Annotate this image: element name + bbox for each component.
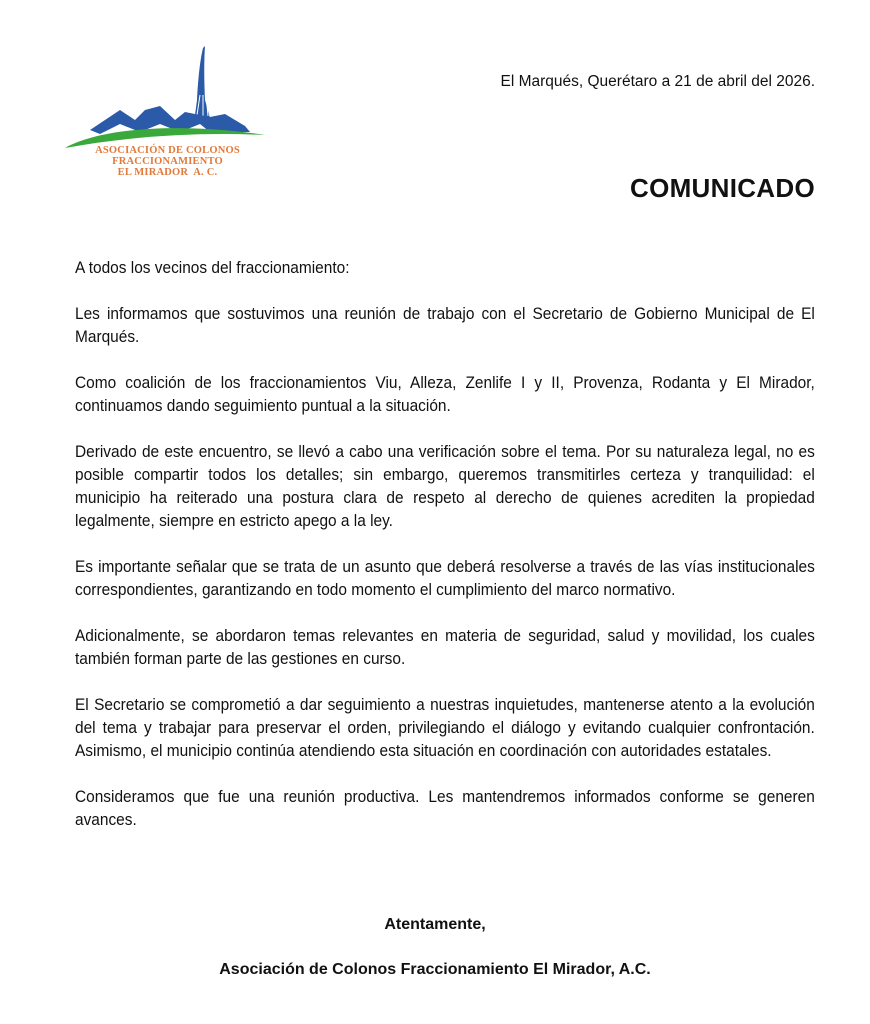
body-paragraph: Consideramos que fue una reunión productiva. Les mantendremos informados conforme se generen avances. [75, 787, 815, 829]
body-paragraph: El Secretario se comprometió a dar seguimiento a nuestras inquietudes, mantenerse atento a la evolución del tema y trabajar para preservar el orden, privilegiando el diálogo y evitando cualquier confrontación. Asimismo, el municipio continúa atendiendo esta situación en coordinación con autoridades estatales. [75, 695, 815, 760]
body-paragraph: Derivado de este encuentro, se llevó a cabo una verificación sobre el tema. Por su naturaleza legal, no es posible compartir todos los detalles; sin embargo, queremos transmitirles certeza y tranquilidad: el municipio ha reiterado una postura clara de respeto al derecho de quienes acrediten la propiedad legalmente, siempre en estricto apego a la ley. [75, 442, 815, 530]
logo-text [80, 145, 255, 178]
greeting-paragraph: A todos los vecinos del fraccionamiento: [75, 258, 350, 277]
association-logo [60, 40, 275, 185]
body-paragraph: Les informamos que sostuvimos una reunión de trabajo con el Secretario de Gobierno Municipal de El Marqués. [75, 304, 815, 346]
document-body [75, 256, 815, 854]
body-paragraph: Es importante señalar que se trata de un asunto que deberá resolverse a través de las vías institucionales correspondientes, garantizando en todo momento el cumplimiento del marco normativo. [75, 557, 815, 599]
body-paragraph: Adicionalmente, se abordaron temas relevantes en materia de seguridad, salud y movilidad, los cuales también forman parte de las gestiones en curso. [75, 626, 815, 668]
logo-line: FRACCIONAMIENTO [112, 156, 223, 167]
body-paragraph: Como coalición de los fraccionamientos Viu, Alleza, Zenlife I y II, Provenza, Rodanta y El Mirador, continuamos dando seguimiento puntual a la situación. [75, 373, 815, 415]
date-line: El Marqués, Querétaro a 21 de abril del 2026. [500, 73, 815, 90]
closing-signature: Asociación de Colonos Fraccionamiento El Mirador, A.C. [219, 961, 651, 978]
logo-line: ASOCIACIÓN DE COLONOS [95, 145, 240, 156]
logo-graphic [60, 40, 275, 150]
logo-line: EL MIRADOR A. C. [117, 167, 218, 178]
document-title: COMUNICADO [630, 173, 815, 203]
closing-salutation: Atentamente, [384, 916, 486, 933]
